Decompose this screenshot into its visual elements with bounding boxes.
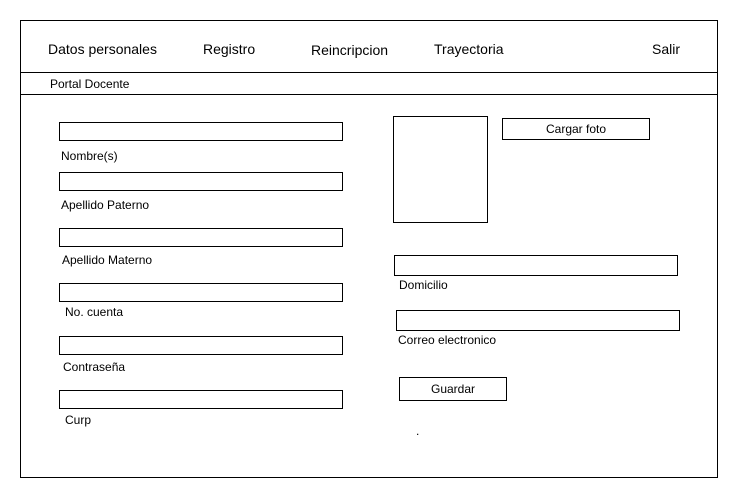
nav-trayectoria[interactable]: Trayectoria <box>434 41 504 57</box>
photo-placeholder <box>393 116 488 223</box>
nombres-label: Nombre(s) <box>61 149 118 163</box>
apellido-materno-input[interactable] <box>59 228 343 247</box>
page-title: Portal Docente <box>50 77 130 91</box>
no-cuenta-input[interactable] <box>59 283 343 302</box>
apellido-paterno-label: Apellido Paterno <box>61 198 150 212</box>
apellido-materno-label: Apellido Materno <box>62 253 153 267</box>
no-cuenta-label: No. cuenta <box>65 305 124 319</box>
stray-dot: . <box>416 424 420 438</box>
domicilio-input[interactable] <box>394 255 678 276</box>
nav-reincripcion[interactable]: Reincripcion <box>311 42 389 58</box>
curp-input[interactable] <box>59 390 343 409</box>
nav-divider <box>21 72 717 73</box>
domicilio-label: Domicilio <box>399 278 448 292</box>
contrasena-label: Contraseña <box>63 360 126 374</box>
subheader-divider <box>21 94 717 95</box>
contrasena-input[interactable] <box>59 336 343 355</box>
nav-salir[interactable]: Salir <box>652 41 681 57</box>
nombres-input[interactable] <box>59 122 343 141</box>
save-button[interactable]: Guardar <box>399 377 507 401</box>
correo-label: Correo electronico <box>398 333 497 347</box>
curp-label: Curp <box>65 413 92 427</box>
upload-photo-button[interactable]: Cargar foto <box>502 118 650 140</box>
nav-datos-personales[interactable]: Datos personales <box>48 41 157 57</box>
apellido-paterno-input[interactable] <box>59 172 343 191</box>
correo-input[interactable] <box>396 310 680 331</box>
nav-registro[interactable]: Registro <box>203 41 256 57</box>
